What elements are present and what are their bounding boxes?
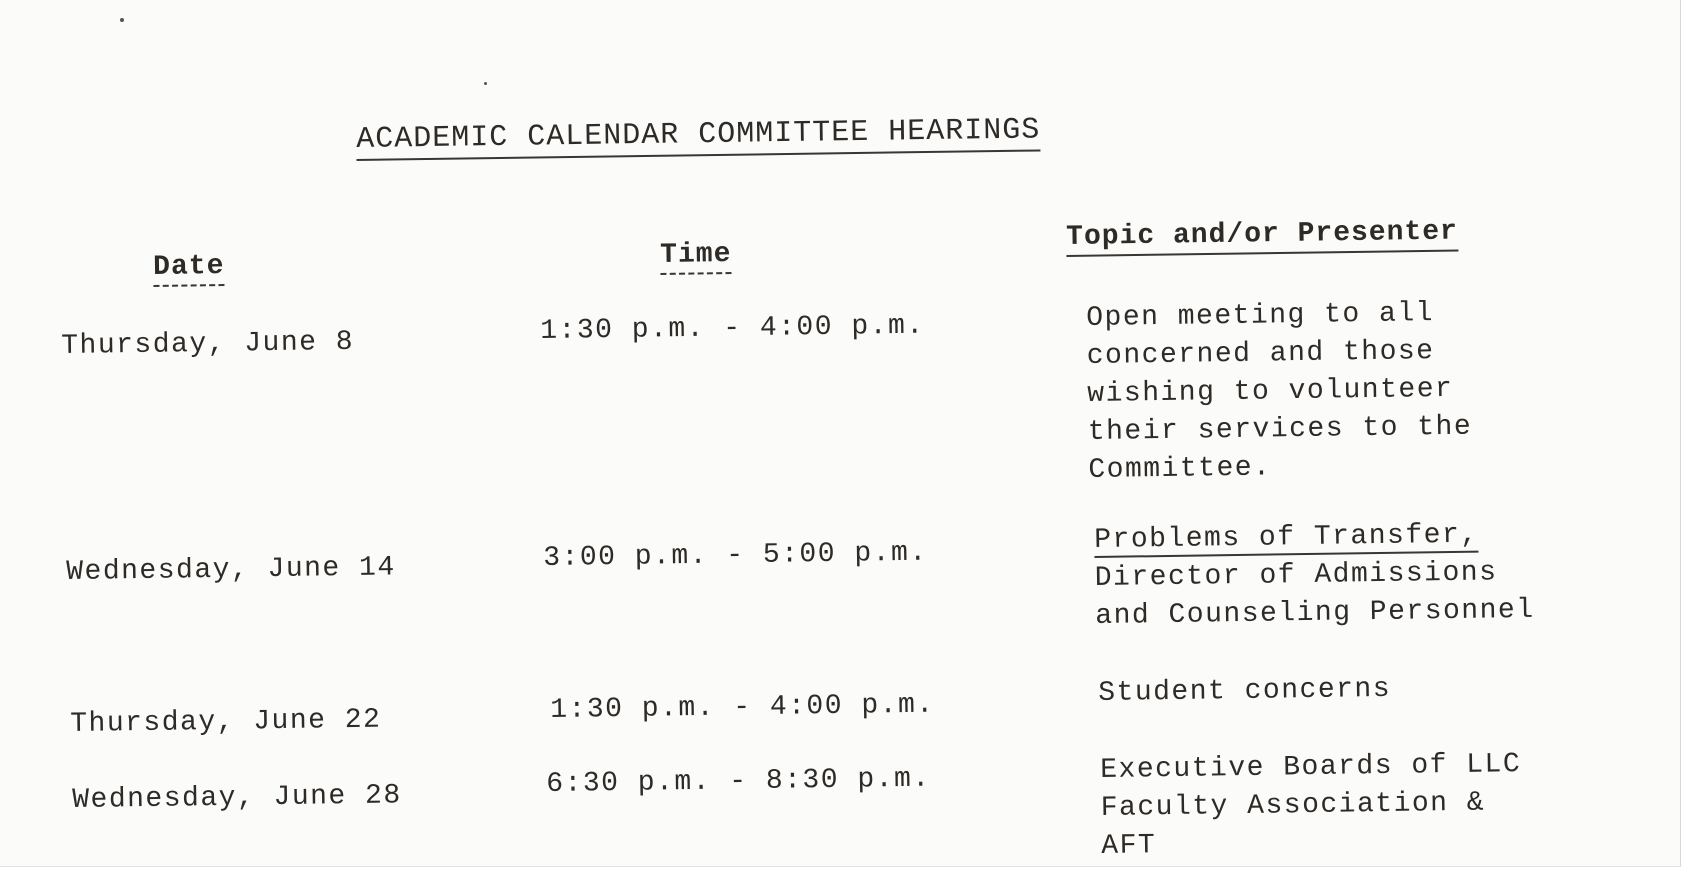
topic-line: Faculty Association &: [1100, 787, 1486, 824]
topic-line: Executive Boards of LLC: [1100, 749, 1522, 786]
header-time-label: Time: [660, 239, 732, 275]
row-2-date: Wednesday, June 14: [66, 552, 396, 588]
row-1-time: 1:30 p.m. - 4:00 p.m.: [540, 310, 925, 347]
topic-line: Director of Admissions: [1094, 557, 1498, 594]
row-2-topic: [1094, 516, 1535, 636]
topic-line: and Counseling Personnel: [1095, 594, 1535, 632]
paper-speck: [120, 18, 124, 22]
paper-speck: [484, 82, 487, 85]
row-4-topic: [1100, 746, 1523, 866]
topic-line: wishing to volunteer: [1087, 373, 1454, 410]
row-4-time: 6:30 p.m. - 8:30 p.m.: [546, 763, 931, 800]
row-2-time: 3:00 p.m. - 5:00 p.m.: [543, 537, 928, 574]
document-title: ACADEMIC CALENDAR COMMITTEE HEARINGS: [356, 113, 1041, 161]
topic-line: their services to the: [1087, 411, 1473, 448]
header-date: [153, 251, 225, 283]
topic-line-underlined: Problems of Transfer,: [1094, 519, 1479, 556]
row-3-date: Thursday, June 22: [70, 704, 382, 740]
topic-line: Open meeting to all: [1086, 298, 1435, 334]
topic-line: concerned and those: [1086, 336, 1435, 372]
row-3-time: 1:30 p.m. - 4:00 p.m.: [550, 689, 935, 726]
header-topic-label: Topic and/or Presenter: [1066, 217, 1458, 257]
topic-line: [1094, 516, 1534, 560]
header-date-label: Date: [153, 251, 225, 287]
topic-line: Student concerns: [1098, 673, 1392, 709]
row-3-topic: [1098, 671, 1391, 713]
row-1-topic: [1086, 295, 1473, 490]
row-1-date: Thursday, June 8: [61, 326, 355, 362]
header-time: [660, 239, 732, 271]
header-topic: [1066, 217, 1458, 253]
topic-line: Committee.: [1088, 452, 1272, 486]
topic-line: AFT: [1101, 830, 1157, 862]
row-4-date: Wednesday, June 28: [72, 780, 402, 816]
